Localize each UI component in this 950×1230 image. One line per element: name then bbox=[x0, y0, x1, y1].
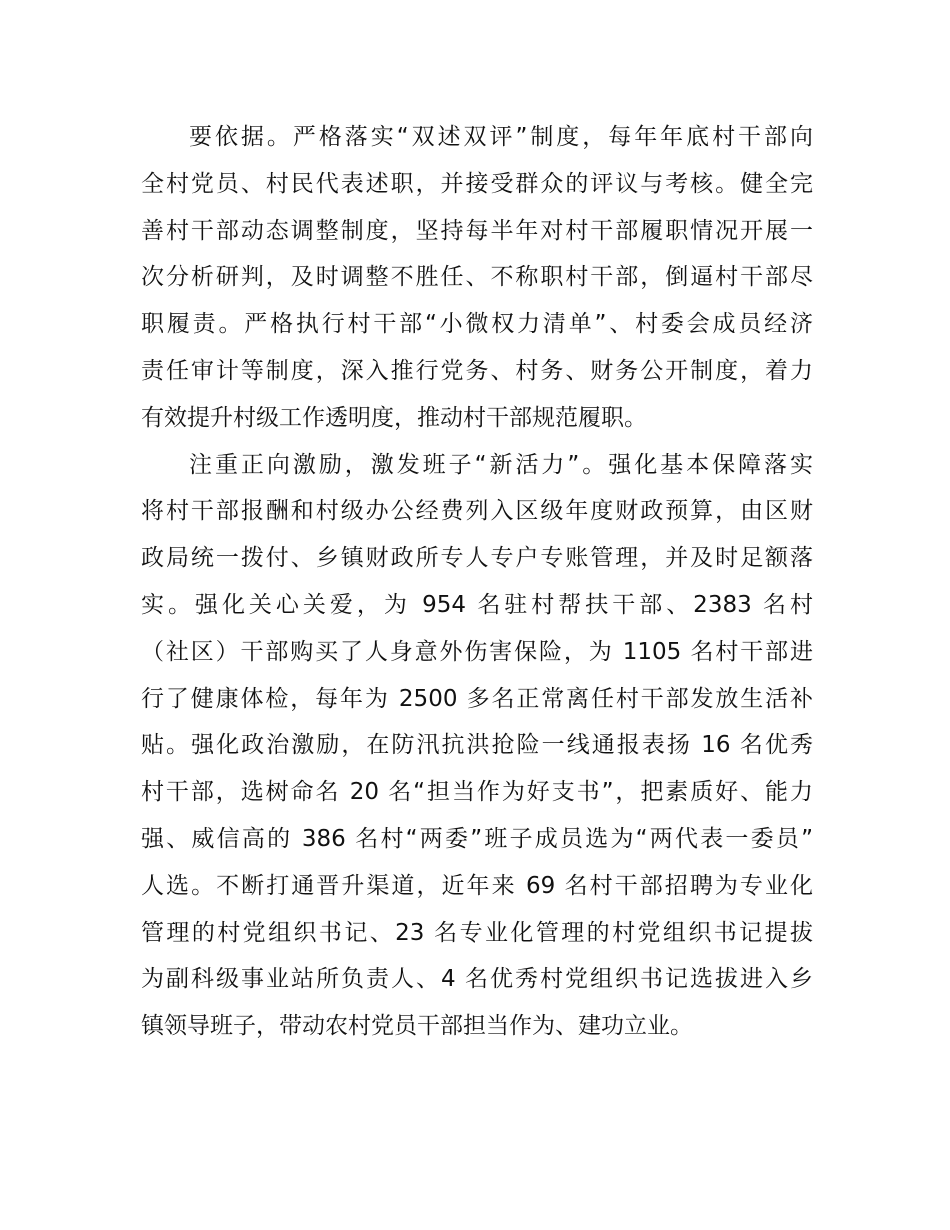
text-line: 管理的村党组织书记、23 名专业化管理的村党组织书记提拔 bbox=[141, 919, 813, 946]
text-line: 次分析研判，及时调整不胜任、不称职村干部，倒逼村干部尽 bbox=[141, 264, 813, 291]
text-line: 责任审计等制度，深入推行党务、村务、财务公开制度，着力 bbox=[141, 357, 813, 384]
text-line: 行了健康体检，每年为 2500 多名正常离任村干部发放生活补 bbox=[141, 685, 813, 712]
text-line: 注重正向激励，激发班子“新活力”。强化基本保障落实 bbox=[189, 451, 813, 478]
text-line: 人选。不断打通晋升渠道，近年来 69 名村干部招聘为专业化 bbox=[141, 872, 813, 899]
text-line: 职履责。严格执行村干部“小微权力清单”、村委会成员经济 bbox=[141, 311, 813, 338]
document-body bbox=[141, 114, 813, 1050]
text-line: （社区）干部购买了人身意外伤害保险，为 1105 名村干部进 bbox=[141, 638, 813, 665]
text-line: 为副科级事业站所负责人、4 名优秀村党组织书记选拔进入乡 bbox=[141, 966, 813, 993]
text-line: 要依据。严格落实“双述双评”制度，每年年底村干部向 bbox=[189, 124, 813, 150]
text-line: 将村干部报酬和村级办公经费列入区级年度财政预算，由区财 bbox=[141, 498, 813, 525]
text-line: 镇领导班子，带动农村党员干部担当作为、建功立业。 bbox=[141, 1013, 693, 1040]
text-line: 全村党员、村民代表述职，并接受群众的评议与考核。健全完 bbox=[141, 170, 813, 197]
text-line: 村干部，选树命名 20 名“担当作为好支书”，把素质好、能力 bbox=[141, 779, 813, 806]
paragraph-accountability bbox=[141, 114, 813, 442]
text-line: 贴。强化政治激励，在防汛抗洪抢险一线通报表扬 16 名优秀 bbox=[141, 732, 813, 759]
text-line: 强、威信高的 386 名村“两委”班子成员选为“两代表一委员” bbox=[141, 825, 813, 852]
text-line: 善村干部动态调整制度，坚持每半年对村干部履职情况开展一 bbox=[141, 217, 813, 244]
text-line: 实。强化关心关爱，为 954 名驻村帮扶干部、2383 名村 bbox=[141, 591, 813, 618]
text-line: 政局统一拨付、乡镇财政所专人专户专账管理，并及时足额落 bbox=[141, 545, 813, 572]
paragraph-incentives bbox=[141, 442, 813, 1050]
text-line: 有效提升村级工作透明度，推动村干部规范履职。 bbox=[141, 404, 647, 431]
